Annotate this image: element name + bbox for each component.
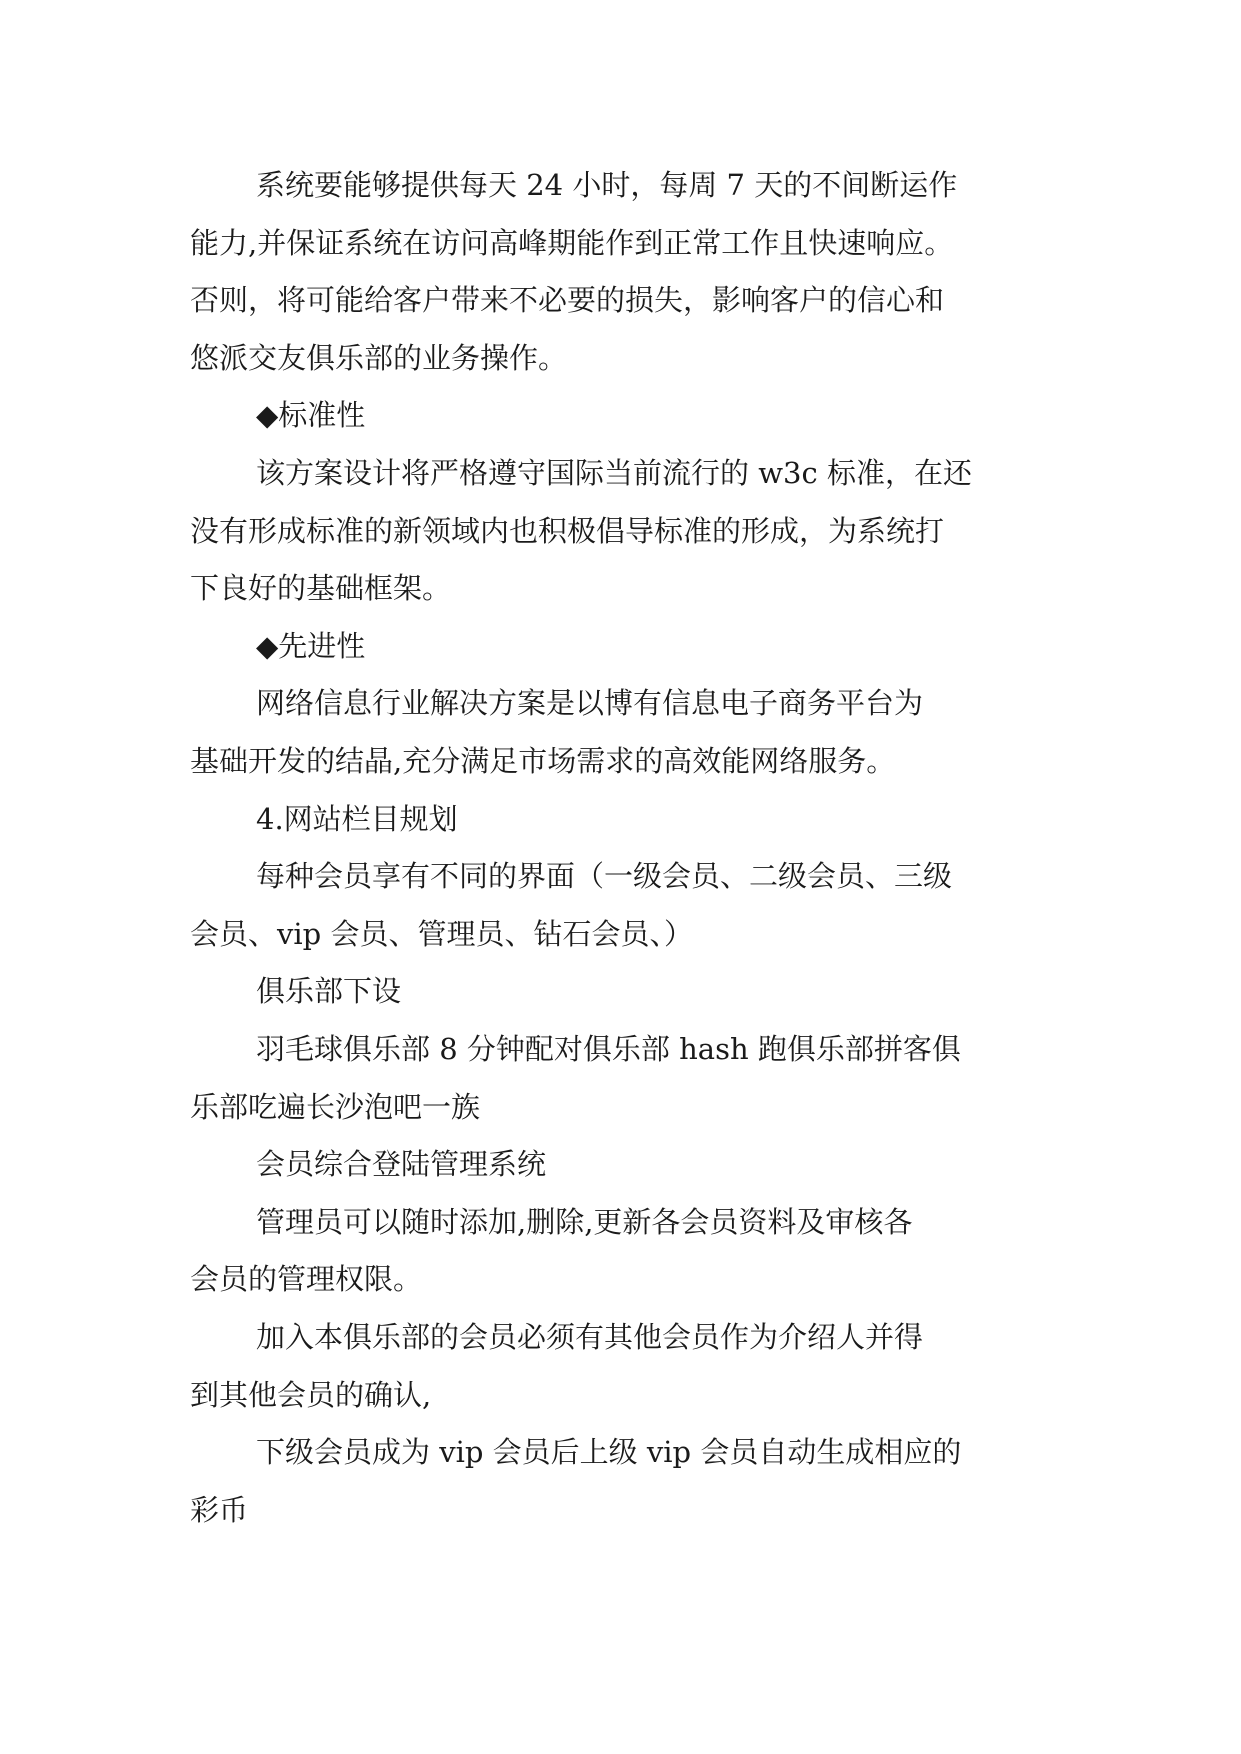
body-text-line: 否则，将可能给客户带来不必要的损失，影响客户的信心和 [190,283,945,317]
body-text-line: 羽毛球俱乐部 8 分钟配对俱乐部 hash 跑俱乐部拼客俱 [256,1032,961,1066]
body-text-line: 没有形成标准的新领域内也积极倡导标准的形成，为系统打 [190,514,945,548]
body-text-line: 俱乐部下设 [256,974,402,1008]
body-text-line: 乐部吃遍长沙泡吧一族 [190,1090,481,1124]
body-text-line: 管理员可以随时添加,删除,更新各会员资料及审核各 [256,1205,913,1239]
body-text-line: 基础开发的结晶,充分满足市场需求的高效能网络服务。 [190,744,896,778]
section-heading: ◆标准性 [256,398,366,432]
body-text-line: 到其他会员的确认, [190,1378,432,1412]
body-text-line: 每种会员享有不同的界面（一级会员、二级会员、三级 [256,859,953,893]
body-text-line: 系统要能够提供每天 24 小时，每周 7 天的不间断运作 [256,168,958,202]
body-text-line: 下级会员成为 vip 会员后上级 vip 会员自动生成相应的 [256,1435,962,1469]
section-heading: ◆先进性 [256,629,366,663]
section-heading: 4.网站栏目规划 [256,802,458,836]
body-text-line: 能力,并保证系统在访问高峰期能作到正常工作且快速响应。 [190,226,954,260]
body-text-line: 该方案设计将严格遵守国际当前流行的 w3c 标准，在还 [256,456,972,490]
body-text-line: 网络信息行业解决方案是以博有信息电子商务平台为 [256,686,924,720]
body-text-line: 下良好的基础框架。 [190,571,452,605]
body-text-line: 会员综合登陆管理系统 [256,1147,547,1181]
body-text-line: 加入本俱乐部的会员必须有其他会员作为介绍人并得 [256,1320,924,1354]
body-text-line: 会员、vip 会员、管理员、钻石会员、） [190,917,693,951]
body-text-line: 悠派交友俱乐部的业务操作。 [190,341,568,375]
body-text-line: 会员的管理权限。 [190,1262,423,1296]
body-text-line: 彩币 [190,1493,249,1527]
